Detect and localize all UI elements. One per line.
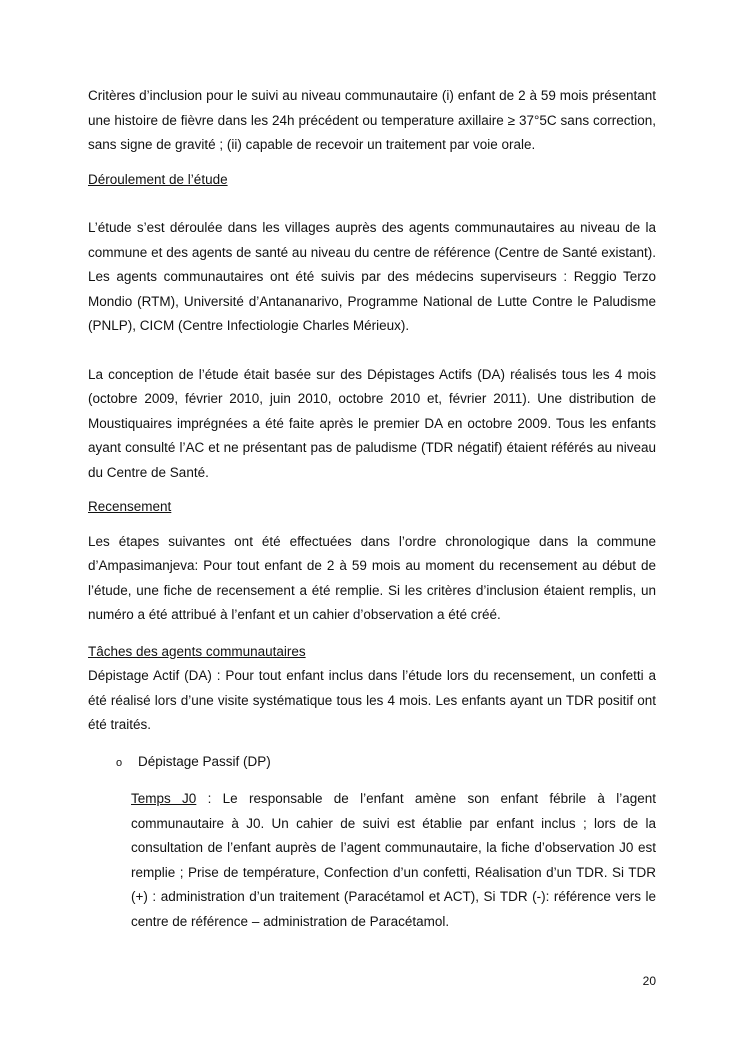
day-zero-text: : Le responsable de l’enfant amène son enfant fébrile à l’agent communautaire à J0. Un cahier de suivi est établie par enfant inclus ; lors de la consultation de l’enfant auprès de l’agent communautaire, la fiche d’observation J0 est remplie ; Prise de température, Confection d’un confetti, Réalisation d’un TDR. Si TDR (+) : administration d’un traitement (Paracétamol et ACT), Si TDR (-): référence vers le centre de référence – administration de Paracétamol.: [131, 791, 656, 929]
list-item: [116, 750, 656, 776]
day-zero-label: Temps J0: [131, 791, 197, 806]
bullet-marker: o: [116, 756, 123, 769]
census-paragraph: Les étapes suivantes ont été effectuées dans l’ordre chronologique dans la commune d’Ampasimanjeva: Pour tout enfant de 2 à 59 mois au moment du recensement au début de l’étude, une fiche de recensement a été remplie. Si les critères d’inclusion étaient remplis, un numéro a été attribué à l’enfant et un cahier d’observation a été créé.: [88, 533, 656, 622]
page-number: 20: [642, 974, 656, 988]
day-zero-paragraph: [131, 787, 656, 934]
inclusion-criteria-paragraph: Critères d’inclusion pour le suivi au niveau communautaire (i) enfant de 2 à 59 mois présentant une histoire de fièvre dans les 24h précédent ou temperature axillaire ≥ 37°5C sans correction, sans signe de gravité ; (ii) capable de recevoir un traitement par voie orale.: [88, 88, 656, 152]
study-design-paragraph: La conception de l’étude était basée sur des Dépistages Actifs (DA) réalisés tous les 4 mois (octobre 2009, février 2010, juin 2010, octobre 2010 et, février 2011). Une distribution de Moustiquaires imprégnées a été faite après le premier DA en octobre 2009. Tous les enfants ayant consulté l’AC et ne présentant pas de paludisme (TDR négatif) étaient référés au niveau du Centre de Santé.: [88, 366, 656, 480]
active-screening-paragraph: Dépistage Actif (DA) : Pour tout enfant inclus dans l’étude lors du recensement, un confetti a été réalisé lors d’une visite systématique tous les 4 mois. Les enfants ayant un TDR positif ont été traités.: [88, 668, 656, 732]
section-heading-recensement: Recensement: [88, 499, 172, 514]
study-setting-paragraph: L’étude s’est déroulée dans les villages auprès des agents communautaires au niveau de la commune et des agents de santé au niveau du centre de référence (Centre de Santé existant). Les agents communautaires ont été suivis par des médecins superviseurs : Reggio Terzo Mondio (RTM), Université d’Antananarivo, Programme National de Lutte Contre le Paludisme (PNLP), CICM (Centre Infectiologie Charles Mérieux).: [88, 220, 656, 333]
passive-screening-label: Dépistage Passif (DP): [138, 753, 271, 769]
document-page: [88, 84, 656, 934]
section-heading-taches: Tâches des agents communautaires: [88, 643, 306, 659]
section-heading-deroulement: Déroulement de l’étude: [88, 171, 228, 187]
